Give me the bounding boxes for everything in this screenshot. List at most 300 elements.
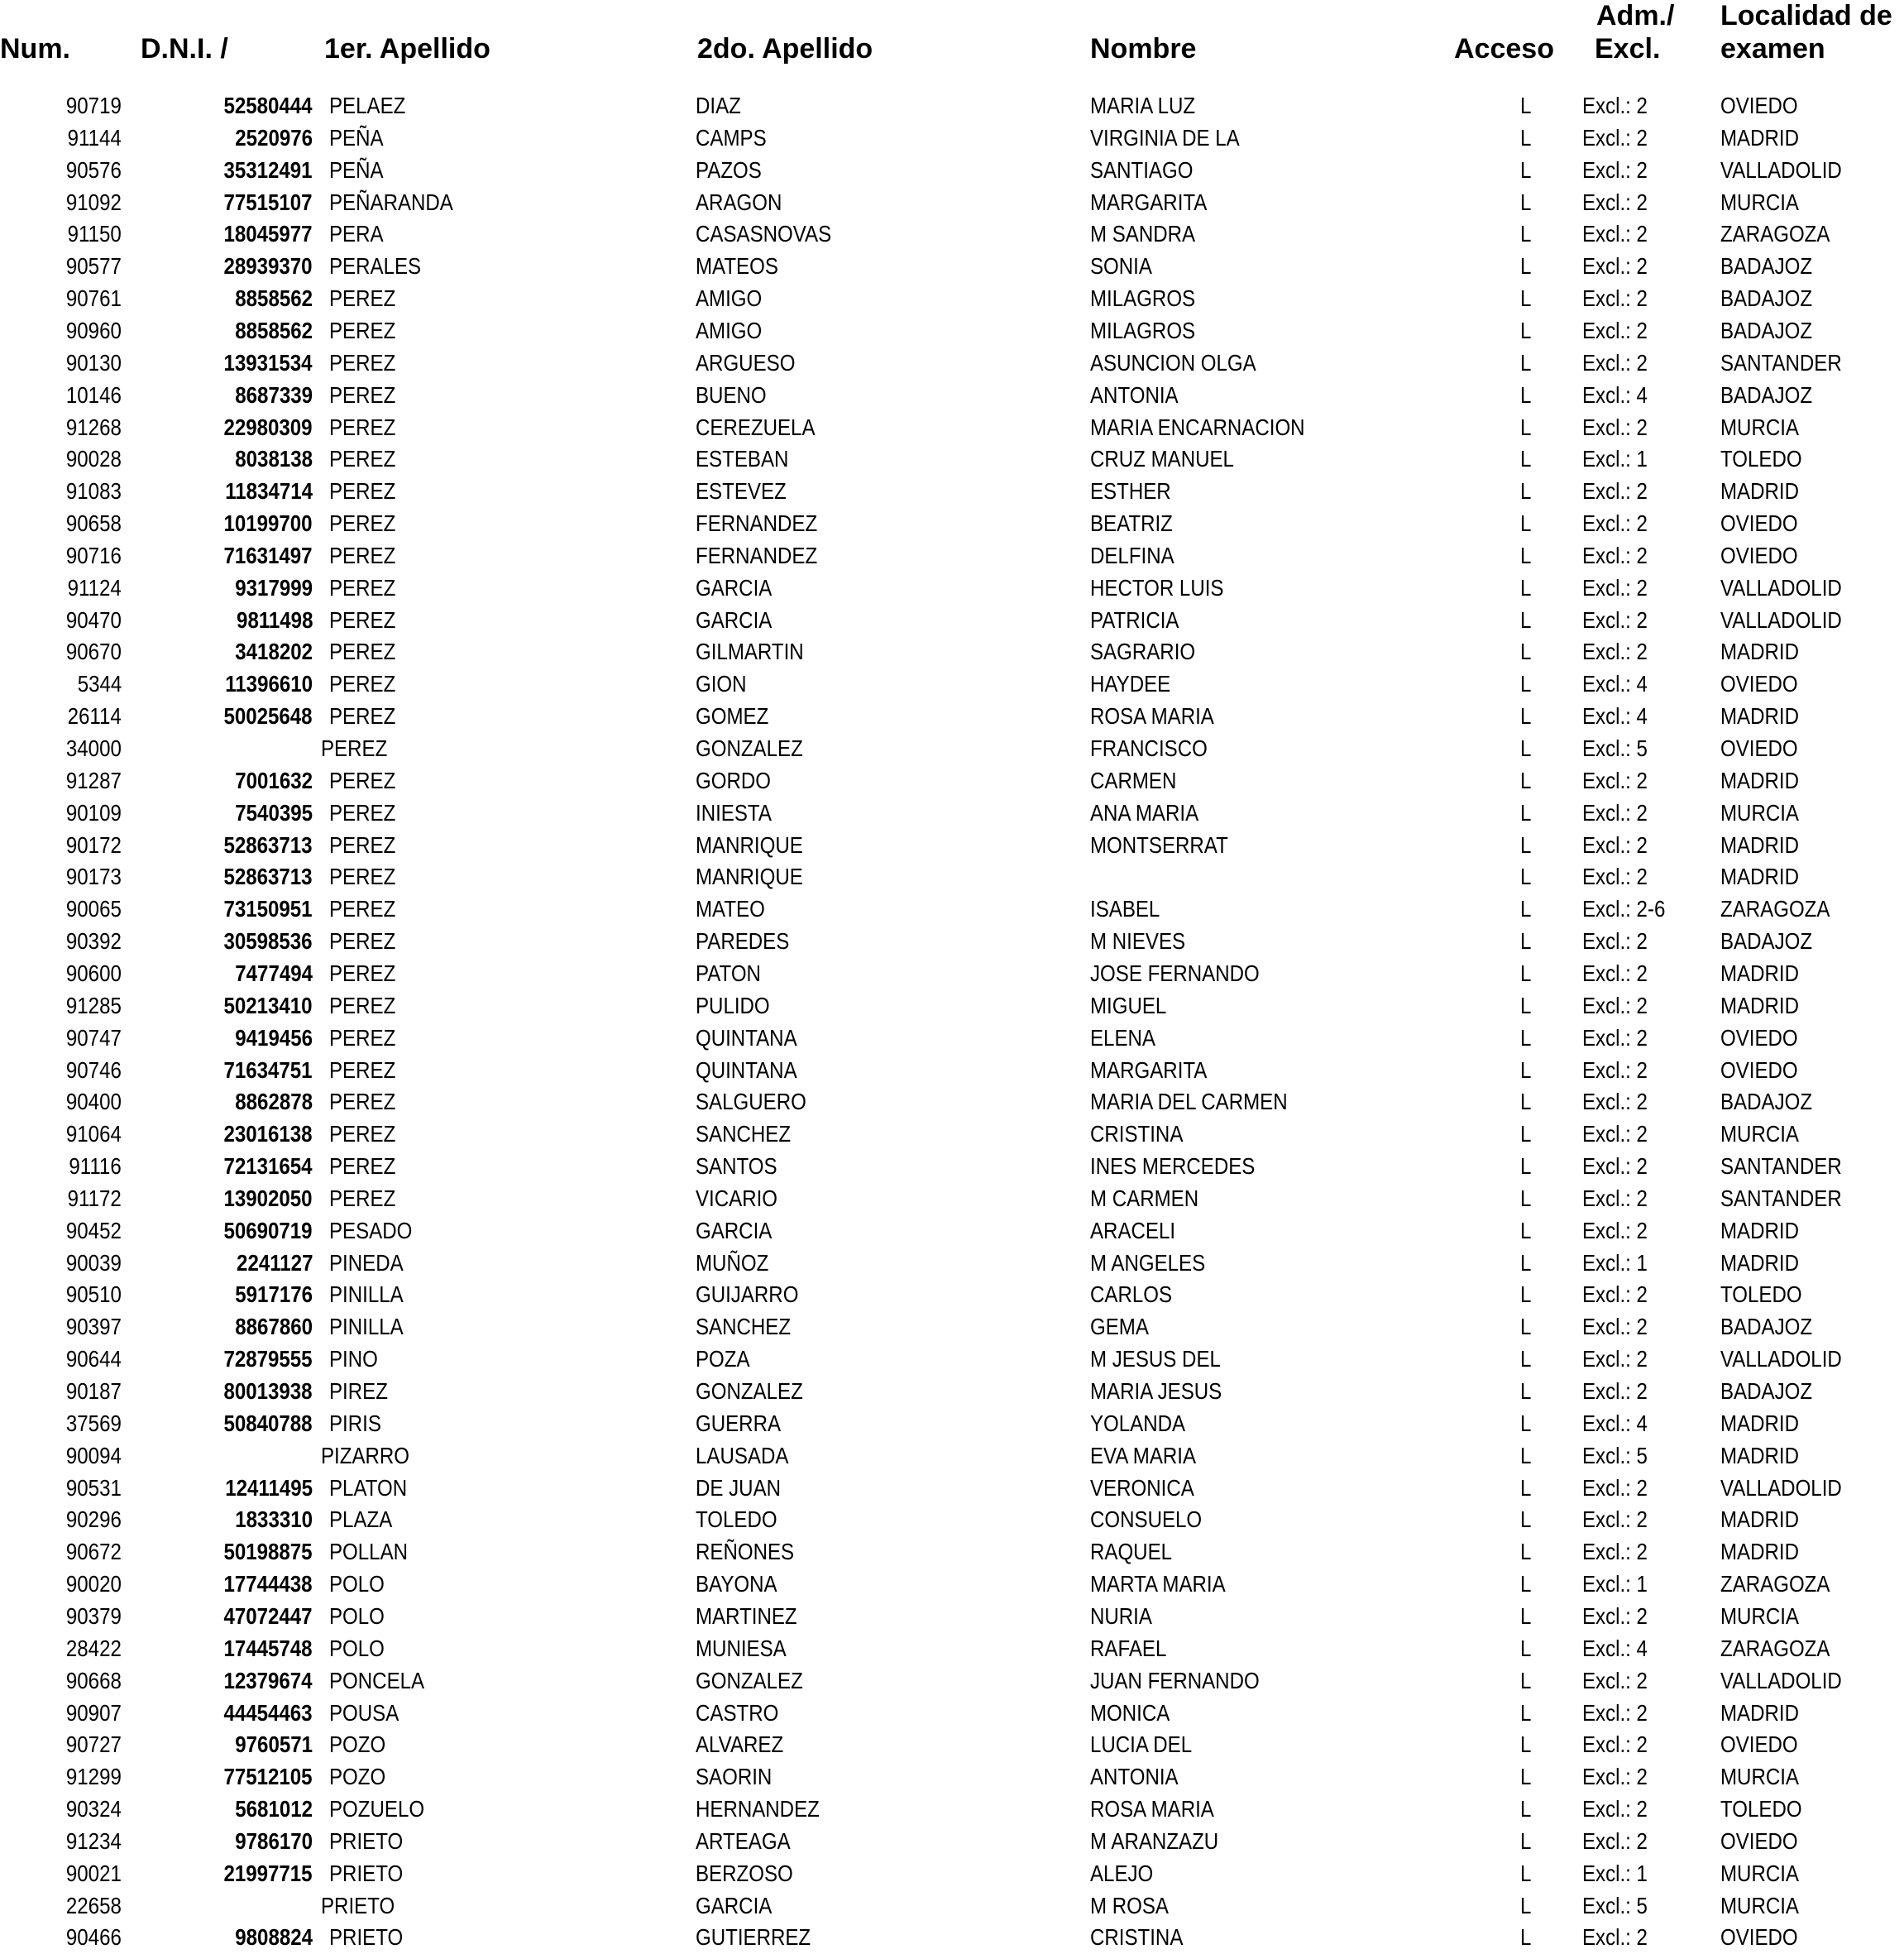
- num-cell: 91285: [66, 992, 122, 1018]
- num-cell: 90746: [66, 1056, 122, 1083]
- num-cell: 90021: [66, 1860, 122, 1886]
- localidad-cell: TOLEDO: [1720, 1796, 1802, 1822]
- nombre-cell: EVA MARIA: [1090, 1442, 1197, 1468]
- nombre-cell: M JESUS DEL: [1090, 1346, 1221, 1372]
- num-cell: 90576: [66, 156, 122, 183]
- apellido-2-cell: CASASNOVAS: [696, 221, 832, 247]
- apellido-1-cell: POZO: [329, 1731, 386, 1758]
- localidad-cell: BADAJOZ: [1720, 285, 1813, 312]
- localidad-cell: MURCIA: [1720, 414, 1799, 440]
- apellido-1-cell: PEREZ: [329, 1185, 396, 1211]
- acceso-cell: L: [1520, 1378, 1532, 1404]
- dni-cell: 77515107: [223, 189, 313, 215]
- dni-cell: 8038138: [235, 446, 313, 472]
- nombre-cell: YOLANDA: [1090, 1410, 1186, 1436]
- nombre-cell: M ARANZAZU: [1090, 1827, 1219, 1854]
- localidad-cell: BADAJOZ: [1720, 253, 1813, 280]
- dni-cell: 44454463: [223, 1699, 313, 1726]
- apellido-1-cell: PRIETO: [321, 1892, 395, 1918]
- dni-cell: 52863713: [223, 831, 313, 858]
- apellido-1-cell: PRIETO: [329, 1827, 404, 1854]
- apellido-1-cell: PIREZ: [329, 1378, 388, 1404]
- num-cell: 90130: [66, 349, 122, 376]
- localidad-cell: OVIEDO: [1720, 1731, 1798, 1758]
- apellido-1-cell: PEREZ: [329, 1153, 396, 1180]
- num-cell: 91064: [66, 1121, 122, 1147]
- localidad-cell: SANTANDER: [1720, 1153, 1842, 1180]
- adm-excl-cell: Excl.: 1: [1582, 1860, 1648, 1886]
- num-cell: 90324: [66, 1796, 122, 1822]
- apellido-1-cell: PEREZ: [329, 928, 396, 955]
- apellido-2-cell: GUIJARRO: [696, 1281, 799, 1308]
- apellido-1-cell: PRIETO: [329, 1924, 404, 1951]
- apellido-1-cell: PINO: [329, 1346, 378, 1372]
- localidad-cell: MADRID: [1720, 1249, 1799, 1276]
- adm-excl-cell: Excl.: 2: [1582, 285, 1648, 312]
- num-cell: 90466: [66, 1924, 122, 1951]
- acceso-cell: L: [1520, 1602, 1532, 1629]
- acceso-cell: L: [1520, 1924, 1532, 1951]
- num-cell: 28422: [66, 1635, 122, 1661]
- apellido-2-cell: GORDO: [696, 767, 771, 793]
- apellido-2-cell: VICARIO: [696, 1185, 778, 1211]
- num-cell: 90672: [66, 1539, 122, 1565]
- acceso-cell: L: [1520, 1539, 1532, 1565]
- apellido-2-cell: PAREDES: [696, 928, 790, 955]
- dni-cell: 50690719: [223, 1217, 313, 1243]
- apellido-2-cell: GARCIA: [696, 606, 773, 633]
- dni-cell: 35312491: [223, 156, 313, 183]
- num-cell: 90379: [66, 1602, 122, 1629]
- acceso-cell: L: [1520, 1121, 1532, 1147]
- apellido-1-cell: PLAZA: [329, 1506, 393, 1533]
- localidad-cell: MURCIA: [1720, 799, 1799, 826]
- num-cell: 90065: [66, 896, 122, 922]
- localidad-cell: MURCIA: [1720, 1860, 1799, 1886]
- localidad-cell: MURCIA: [1720, 1602, 1799, 1629]
- acceso-cell: L: [1520, 1024, 1532, 1051]
- apellido-1-cell: PERALES: [329, 253, 422, 280]
- num-cell: 90727: [66, 1731, 122, 1758]
- apellido-1-cell: PEREZ: [329, 414, 396, 440]
- dni-cell: 12411495: [225, 1474, 313, 1501]
- acceso-cell: L: [1520, 446, 1532, 472]
- num-cell: 91150: [67, 221, 122, 247]
- acceso-cell: L: [1520, 221, 1532, 247]
- apellido-2-cell: LAUSADA: [696, 1442, 789, 1468]
- adm-excl-cell: Excl.: 4: [1582, 1410, 1648, 1436]
- dni-cell: 28939370: [223, 253, 313, 280]
- num-cell: 91268: [66, 414, 122, 440]
- localidad-cell: MADRID: [1720, 1442, 1799, 1468]
- apellido-2-cell: SANCHEZ: [696, 1121, 792, 1147]
- apellido-2-cell: HERNANDEZ: [696, 1796, 820, 1822]
- dni-cell: 21997715: [223, 1860, 313, 1886]
- adm-excl-cell: Excl.: 2: [1582, 124, 1648, 151]
- localidad-cell: MURCIA: [1720, 189, 1799, 215]
- header-acceso: Acceso: [1454, 33, 1554, 65]
- adm-excl-cell: Excl.: 5: [1582, 1442, 1648, 1468]
- num-cell: 22658: [66, 1892, 122, 1918]
- nombre-cell: DELFINA: [1090, 542, 1174, 568]
- dni-cell: 9317999: [235, 574, 313, 601]
- nombre-cell: ASUNCION OLGA: [1090, 349, 1256, 376]
- localidad-cell: MADRID: [1720, 1539, 1799, 1565]
- adm-excl-cell: Excl.: 2: [1582, 349, 1648, 376]
- dni-cell: 22980309: [223, 414, 313, 440]
- nombre-cell: MILAGROS: [1090, 285, 1196, 312]
- localidad-cell: SANTANDER: [1720, 349, 1842, 376]
- num-cell: 90296: [66, 1506, 122, 1533]
- apellido-1-cell: PLATON: [329, 1474, 408, 1501]
- nombre-cell: ROSA MARIA: [1090, 1796, 1214, 1822]
- apellido-2-cell: CEREZUELA: [696, 414, 816, 440]
- nombre-cell: MARGARITA: [1090, 189, 1208, 215]
- adm-excl-cell: Excl.: 2: [1582, 1314, 1648, 1340]
- header-adm-line2: Excl.: [1595, 33, 1661, 65]
- localidad-cell: MADRID: [1720, 639, 1799, 665]
- apellido-2-cell: GONZALEZ: [696, 1667, 803, 1693]
- apellido-2-cell: PAZOS: [696, 156, 762, 183]
- adm-excl-cell: Excl.: 2: [1582, 1121, 1648, 1147]
- header-apellido-2: 2do. Apellido: [697, 33, 873, 65]
- acceso-cell: L: [1520, 93, 1532, 118]
- adm-excl-cell: Excl.: 2: [1582, 767, 1648, 793]
- acceso-cell: L: [1520, 1827, 1532, 1854]
- localidad-cell: ZARAGOZA: [1720, 896, 1830, 922]
- num-cell: 90960: [66, 317, 122, 343]
- dni-cell: 9811498: [236, 606, 313, 633]
- num-cell: 91083: [66, 478, 122, 505]
- localidad-cell: OVIEDO: [1720, 1024, 1798, 1051]
- acceso-cell: L: [1520, 1281, 1532, 1308]
- acceso-cell: L: [1520, 574, 1532, 601]
- dni-cell: 9419456: [235, 1024, 313, 1051]
- nombre-cell: CRUZ MANUEL: [1090, 446, 1234, 472]
- acceso-cell: L: [1520, 767, 1532, 793]
- num-cell: 90094: [66, 1442, 122, 1468]
- acceso-cell: L: [1520, 1860, 1532, 1886]
- nombre-cell: HECTOR LUIS: [1090, 574, 1224, 601]
- nombre-cell: PATRICIA: [1090, 606, 1179, 633]
- localidad-cell: BADAJOZ: [1720, 1314, 1813, 1340]
- nombre-cell: JUAN FERNANDO: [1090, 1667, 1260, 1693]
- dni-cell: 12379674: [223, 1667, 313, 1693]
- apellido-2-cell: MARTINEZ: [696, 1602, 797, 1629]
- dni-cell: 13902050: [223, 1185, 313, 1211]
- apellido-1-cell: PEÑARANDA: [329, 189, 453, 215]
- num-cell: 90907: [66, 1699, 122, 1726]
- dni-cell: 8858562: [235, 285, 313, 312]
- apellido-2-cell: AMIGO: [696, 285, 763, 312]
- dni-cell: 2520976: [235, 124, 313, 151]
- apellido-1-cell: PEREZ: [329, 703, 396, 730]
- acceso-cell: L: [1520, 1667, 1532, 1693]
- num-cell: 90173: [66, 864, 122, 890]
- apellido-1-cell: PRIETO: [329, 1860, 404, 1886]
- adm-excl-cell: Excl.: 2: [1582, 1506, 1648, 1533]
- localidad-cell: VALLADOLID: [1720, 1667, 1842, 1693]
- apellido-2-cell: ARTEAGA: [696, 1827, 791, 1854]
- acceso-cell: L: [1520, 349, 1532, 376]
- adm-excl-cell: Excl.: 2-6: [1582, 896, 1666, 922]
- num-cell: 90392: [66, 928, 122, 955]
- localidad-cell: OVIEDO: [1720, 735, 1798, 761]
- num-cell: 91172: [67, 1185, 122, 1211]
- dni-cell: 71634751: [223, 1056, 313, 1083]
- apellido-2-cell: QUINTANA: [696, 1024, 797, 1051]
- num-cell: 90531: [66, 1474, 122, 1501]
- num-cell: 90039: [66, 1249, 122, 1276]
- localidad-cell: MADRID: [1720, 1217, 1799, 1243]
- apellido-2-cell: SALGUERO: [696, 1089, 806, 1115]
- adm-excl-cell: Excl.: 2: [1582, 1827, 1648, 1854]
- apellido-2-cell: DIAZ: [696, 93, 741, 118]
- localidad-cell: VALLADOLID: [1720, 606, 1842, 633]
- apellido-2-cell: SAORIN: [696, 1764, 773, 1790]
- acceso-cell: L: [1520, 510, 1532, 537]
- adm-excl-cell: Excl.: 2: [1582, 1699, 1648, 1726]
- acceso-cell: L: [1520, 864, 1532, 890]
- dni-cell: 72131654: [223, 1153, 313, 1180]
- nombre-cell: JOSE FERNANDO: [1090, 960, 1260, 986]
- acceso-cell: L: [1520, 1217, 1532, 1243]
- header-dni: D.N.I. /: [141, 33, 228, 65]
- dni-cell: 9808824: [235, 1924, 313, 1951]
- apellido-2-cell: CASTRO: [696, 1699, 779, 1726]
- acceso-cell: L: [1520, 381, 1532, 408]
- adm-excl-cell: Excl.: 2: [1582, 221, 1648, 247]
- nombre-cell: ESTHER: [1090, 478, 1171, 505]
- acceso-cell: L: [1520, 639, 1532, 665]
- adm-excl-cell: Excl.: 2: [1582, 1378, 1648, 1404]
- nombre-cell: CARMEN: [1090, 767, 1177, 793]
- apellido-2-cell: GARCIA: [696, 1217, 773, 1243]
- dni-cell: 52580444: [223, 93, 313, 118]
- apellido-2-cell: MUÑOZ: [696, 1249, 769, 1276]
- nombre-cell: MARTA MARIA: [1090, 1571, 1226, 1597]
- dni-cell: 72879555: [223, 1346, 313, 1372]
- localidad-cell: MADRID: [1720, 1699, 1799, 1726]
- apellido-2-cell: GONZALEZ: [696, 1378, 803, 1404]
- apellido-1-cell: PINEDA: [329, 1249, 404, 1276]
- apellido-2-cell: GARCIA: [696, 574, 773, 601]
- apellido-2-cell: GARCIA: [696, 1892, 773, 1918]
- acceso-cell: L: [1520, 1892, 1532, 1918]
- apellido-2-cell: DE JUAN: [696, 1474, 782, 1501]
- apellido-1-cell: PINILLA: [329, 1281, 404, 1308]
- apellido-2-cell: GILMARTIN: [696, 639, 804, 665]
- adm-excl-cell: Excl.: 2: [1582, 639, 1648, 665]
- num-cell: 91299: [66, 1764, 122, 1790]
- apellido-1-cell: PINILLA: [329, 1314, 404, 1340]
- apellido-2-cell: SANCHEZ: [696, 1314, 792, 1340]
- dni-cell: 10199700: [223, 510, 313, 537]
- acceso-cell: L: [1520, 1056, 1532, 1083]
- apellido-1-cell: PEREZ: [329, 606, 396, 633]
- apellido-2-cell: ALVAREZ: [696, 1731, 784, 1758]
- nombre-cell: MIGUEL: [1090, 992, 1167, 1018]
- apellido-1-cell: PESADO: [329, 1217, 413, 1243]
- localidad-cell: MADRID: [1720, 1506, 1799, 1533]
- localidad-cell: MADRID: [1720, 992, 1799, 1018]
- num-cell: 91092: [66, 189, 122, 215]
- adm-excl-cell: Excl.: 2: [1582, 253, 1648, 280]
- acceso-cell: L: [1520, 703, 1532, 730]
- acceso-cell: L: [1520, 992, 1532, 1018]
- dni-cell: 50198875: [223, 1539, 313, 1565]
- adm-excl-cell: Excl.: 2: [1582, 992, 1648, 1018]
- acceso-cell: L: [1520, 671, 1532, 697]
- nombre-cell: RAFAEL: [1090, 1635, 1167, 1661]
- localidad-cell: ZARAGOZA: [1720, 1635, 1830, 1661]
- dni-cell: 73150951: [223, 896, 313, 922]
- localidad-cell: OVIEDO: [1720, 1827, 1798, 1854]
- nombre-cell: VERONICA: [1090, 1474, 1194, 1501]
- adm-excl-cell: Excl.: 2: [1582, 1217, 1648, 1243]
- apellido-2-cell: ARGUESO: [696, 349, 796, 376]
- nombre-cell: MILAGROS: [1090, 317, 1196, 343]
- dni-cell: 1833310: [235, 1506, 313, 1533]
- num-cell: 90761: [66, 285, 122, 312]
- localidad-cell: MADRID: [1720, 767, 1799, 793]
- dni-cell: 9760571: [235, 1731, 313, 1758]
- num-cell: 91124: [67, 574, 122, 601]
- dni-cell: 11834714: [225, 478, 313, 505]
- dni-cell: 17445748: [223, 1635, 313, 1661]
- acceso-cell: L: [1520, 1731, 1532, 1758]
- dni-cell: 8867860: [235, 1314, 313, 1340]
- nombre-cell: CONSUELO: [1090, 1506, 1203, 1533]
- dni-cell: 77512105: [223, 1764, 313, 1790]
- acceso-cell: L: [1520, 1185, 1532, 1211]
- localidad-cell: OVIEDO: [1720, 1056, 1798, 1083]
- apellido-1-cell: PEREZ: [329, 1024, 396, 1051]
- localidad-cell: OVIEDO: [1720, 510, 1798, 537]
- acceso-cell: L: [1520, 896, 1532, 922]
- localidad-cell: ZARAGOZA: [1720, 1571, 1830, 1597]
- acceso-cell: L: [1520, 1635, 1532, 1661]
- num-cell: 90670: [66, 639, 122, 665]
- adm-excl-cell: Excl.: 2: [1582, 189, 1648, 215]
- acceso-cell: L: [1520, 124, 1532, 151]
- nombre-cell: MARIA LUZ: [1090, 93, 1196, 118]
- apellido-1-cell: PIZARRO: [321, 1442, 410, 1468]
- apellido-2-cell: MATEOS: [696, 253, 778, 280]
- apellido-1-cell: PEREZ: [329, 799, 396, 826]
- dni-cell: 3418202: [235, 639, 313, 665]
- apellido-1-cell: PEREZ: [329, 1089, 396, 1115]
- nombre-cell: BEATRIZ: [1090, 510, 1173, 537]
- apellido-2-cell: ARAGON: [696, 189, 782, 215]
- acceso-cell: L: [1520, 285, 1532, 312]
- dni-cell: 50213410: [223, 992, 313, 1018]
- apellido-1-cell: POLLAN: [329, 1539, 409, 1565]
- apellido-1-cell: PEÑA: [329, 124, 384, 151]
- apellido-2-cell: GUTIERREZ: [696, 1924, 811, 1951]
- apellido-2-cell: BAYONA: [696, 1571, 777, 1597]
- num-cell: 90397: [66, 1314, 122, 1340]
- localidad-cell: MURCIA: [1720, 1121, 1799, 1147]
- acceso-cell: L: [1520, 1474, 1532, 1501]
- num-cell: 10146: [66, 381, 122, 408]
- nombre-cell: ANTONIA: [1090, 1764, 1179, 1790]
- num-cell: 90577: [66, 253, 122, 280]
- adm-excl-cell: Excl.: 2: [1582, 478, 1648, 505]
- adm-excl-cell: Excl.: 2: [1582, 831, 1648, 858]
- adm-excl-cell: Excl.: 2: [1582, 1602, 1648, 1629]
- num-cell: 90747: [66, 1024, 122, 1051]
- nombre-cell: M CARMEN: [1090, 1185, 1199, 1211]
- num-cell: 90109: [66, 799, 122, 826]
- header-adm-line1: Adm./: [1596, 0, 1675, 31]
- nombre-cell: MARIA JESUS: [1090, 1378, 1222, 1404]
- num-cell: 90020: [66, 1571, 122, 1597]
- apellido-1-cell: PEREZ: [329, 349, 396, 376]
- dni-cell: 17744438: [223, 1571, 313, 1597]
- localidad-cell: MADRID: [1720, 831, 1799, 858]
- apellido-1-cell: PEREZ: [321, 735, 388, 761]
- apellido-1-cell: PEREZ: [329, 542, 396, 568]
- localidad-cell: VALLADOLID: [1720, 156, 1842, 183]
- adm-excl-cell: Excl.: 2: [1582, 1539, 1648, 1565]
- apellido-1-cell: PONCELA: [329, 1667, 425, 1693]
- apellido-2-cell: FERNANDEZ: [696, 542, 818, 568]
- num-cell: 90668: [66, 1667, 122, 1693]
- apellido-2-cell: MUNIESA: [696, 1635, 787, 1661]
- num-cell: 90452: [66, 1217, 122, 1243]
- dni-cell: 50840788: [223, 1410, 313, 1436]
- nombre-cell: VIRGINIA DE LA: [1090, 124, 1240, 151]
- localidad-cell: VALLADOLID: [1720, 1346, 1842, 1372]
- acceso-cell: L: [1520, 1346, 1532, 1372]
- apellido-2-cell: ESTEBAN: [696, 446, 789, 472]
- header-apellido-1: 1er. Apellido: [324, 33, 490, 65]
- dni-cell: 8858562: [235, 317, 313, 343]
- nombre-cell: RAQUEL: [1090, 1539, 1173, 1565]
- num-cell: 91144: [67, 124, 122, 151]
- apellido-1-cell: PEREZ: [329, 446, 396, 472]
- adm-excl-cell: Excl.: 2: [1582, 542, 1648, 568]
- adm-excl-cell: Excl.: 4: [1582, 703, 1648, 730]
- nombre-cell: ANTONIA: [1090, 381, 1179, 408]
- acceso-cell: L: [1520, 317, 1532, 343]
- apellido-1-cell: PEREZ: [329, 671, 396, 697]
- localidad-cell: MADRID: [1720, 478, 1799, 505]
- acceso-cell: L: [1520, 156, 1532, 183]
- dni-cell: 8687339: [235, 381, 313, 408]
- acceso-cell: L: [1520, 928, 1532, 955]
- acceso-cell: L: [1520, 253, 1532, 280]
- acceso-cell: L: [1520, 1796, 1532, 1822]
- dni-cell: 71631497: [223, 542, 313, 568]
- apellido-1-cell: PEREZ: [329, 767, 396, 793]
- apellido-2-cell: GOMEZ: [696, 703, 769, 730]
- apellido-2-cell: GION: [696, 671, 747, 697]
- dni-cell: 11396610: [225, 671, 313, 697]
- apellido-2-cell: QUINTANA: [696, 1056, 797, 1083]
- apellido-1-cell: POUSA: [329, 1699, 399, 1726]
- apellido-1-cell: POLO: [329, 1635, 385, 1661]
- num-cell: 34000: [66, 735, 122, 761]
- nombre-cell: CARLOS: [1090, 1281, 1173, 1308]
- adm-excl-cell: Excl.: 5: [1582, 1892, 1648, 1918]
- apellido-1-cell: PEREZ: [329, 831, 396, 858]
- dni-cell: 2241127: [236, 1249, 313, 1276]
- apellido-1-cell: POLO: [329, 1602, 385, 1629]
- localidad-cell: OVIEDO: [1720, 1924, 1798, 1951]
- apellido-2-cell: BUENO: [696, 381, 767, 408]
